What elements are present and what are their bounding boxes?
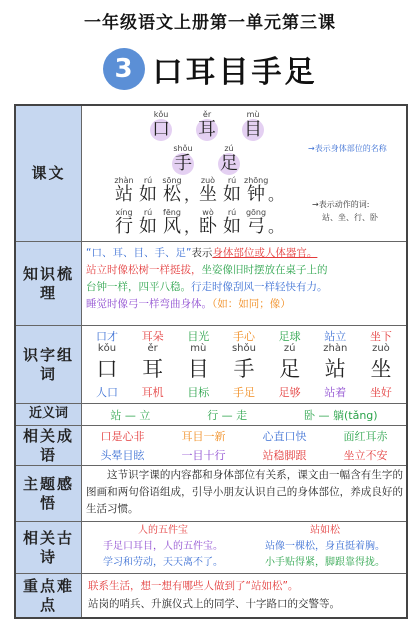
hanzi-cell bbox=[196, 176, 220, 205]
pinyin: zú bbox=[224, 144, 234, 153]
zhishi-content bbox=[82, 242, 406, 325]
poem-right bbox=[244, 523, 406, 571]
note-actions-list: 站、坐、行、卧 bbox=[322, 213, 378, 222]
label-zhongdian: 重点难点 bbox=[16, 574, 82, 617]
word-item: 站着 bbox=[324, 386, 347, 399]
shizi-char-cell bbox=[177, 342, 219, 382]
shizi-char-cell bbox=[360, 342, 402, 382]
chengyu-row-1 bbox=[82, 428, 406, 444]
synonym-pair: 站 — 立 bbox=[110, 408, 151, 422]
poem-left-line-1: 手足口耳目，人的五件宝。 bbox=[103, 541, 223, 552]
hanzi: 耳 bbox=[198, 119, 216, 140]
pinyin: rú bbox=[143, 176, 153, 185]
hanzi-cell bbox=[244, 176, 268, 205]
hanzi-cell bbox=[220, 208, 244, 237]
row-zhongdian bbox=[16, 574, 406, 617]
zhishi-sit-1: 坐姿像旧时摆放在桌子上的 bbox=[201, 264, 328, 276]
idiom: 一目十行 bbox=[181, 449, 226, 462]
kewen-line-1 bbox=[148, 110, 286, 141]
hanzi: 目 bbox=[187, 357, 209, 381]
punctuation: 。 bbox=[268, 217, 285, 236]
idiom: 站稳脚跟 bbox=[262, 449, 307, 462]
hanzi: 钟 bbox=[247, 184, 265, 205]
hanzi: 坐 bbox=[199, 184, 217, 205]
hanzi-cell bbox=[160, 208, 184, 237]
pinyin: mù bbox=[190, 343, 207, 354]
pinyin: shǒu bbox=[173, 144, 193, 153]
pinyin: kǒu bbox=[153, 110, 169, 119]
zhishi-stand: 站立时像松树一样挺拔， bbox=[86, 264, 202, 276]
pinyin: kǒu bbox=[97, 343, 117, 354]
idiom: 面红耳赤 bbox=[343, 430, 388, 443]
zhishi-ru-meaning: （如：如同；像） bbox=[212, 298, 291, 310]
hanzi-cell bbox=[136, 208, 160, 237]
lesson-table bbox=[14, 104, 408, 619]
poem-left-line-2: 学习和劳动，天天离不了。 bbox=[103, 557, 223, 568]
hanzi: 耳 bbox=[142, 357, 164, 381]
label-zhishi: 知识梳理 bbox=[16, 242, 82, 325]
hanzi: 目 bbox=[244, 119, 262, 140]
zhishi-walk: 行走时像刮风一样轻快有力。 bbox=[191, 281, 328, 293]
shizi-char-cell bbox=[269, 342, 311, 382]
idiom: 坐立不安 bbox=[343, 449, 388, 462]
pinyin: zhàn bbox=[323, 343, 348, 354]
poem-left-title: 人的五件宝 bbox=[138, 525, 188, 536]
shizi-char-cell bbox=[86, 342, 128, 382]
word-item: 足够 bbox=[278, 386, 301, 399]
hanzi: 足 bbox=[279, 357, 301, 381]
hanzi: 松 bbox=[163, 184, 181, 205]
hanzi: 口 bbox=[96, 357, 118, 381]
word-item: 手心 bbox=[232, 330, 255, 343]
shizi-char-cell bbox=[132, 342, 174, 382]
hanzi: 弓 bbox=[247, 216, 265, 237]
zhishi-sleep: 睡觉时像弓一样弯曲身体。 bbox=[86, 298, 212, 310]
hanzi-cell bbox=[136, 176, 160, 205]
label-zhuti: 主题感悟 bbox=[16, 466, 82, 521]
zhishi-means: 表示 bbox=[191, 247, 213, 259]
hanzi-cell bbox=[216, 144, 242, 175]
label-chengyu: 相关成语 bbox=[16, 426, 82, 465]
idiom: 心直口快 bbox=[262, 430, 307, 443]
hanzi: 手 bbox=[174, 153, 192, 174]
shizi-bottom-words bbox=[86, 384, 402, 400]
hanzi-cell bbox=[244, 208, 268, 237]
lesson-number-badge: 3 bbox=[103, 48, 145, 90]
idiom: 口是心非 bbox=[100, 430, 145, 443]
hanzi: 坐 bbox=[370, 357, 392, 381]
shizi-char-cell bbox=[314, 342, 356, 382]
synonym-pair: 行 — 走 bbox=[207, 408, 248, 422]
pinyin: fēng bbox=[163, 208, 181, 217]
page-title: 一年级语文上册第一单元第三课 bbox=[84, 13, 336, 33]
zhuti-text: 这节识字课的内容都和身体部位有关系，课文由一幅含有生字的图画和两句俗语组成，引导小朋友认识自己的身体部位，养成良好的生活习惯。 bbox=[86, 469, 403, 515]
row-shizi bbox=[16, 326, 406, 404]
poem-left bbox=[82, 523, 244, 571]
hanzi: 如 bbox=[139, 184, 157, 205]
kewen-content bbox=[82, 106, 406, 241]
hanzi: 如 bbox=[139, 216, 157, 237]
hanzi: 站 bbox=[115, 184, 133, 205]
punctuation: ， bbox=[184, 217, 201, 236]
row-kewen bbox=[16, 106, 406, 242]
row-gushi bbox=[16, 522, 406, 574]
hanzi: 行 bbox=[115, 216, 133, 237]
hanzi-cell bbox=[194, 110, 220, 141]
word-item: 耳朵 bbox=[141, 330, 164, 343]
note-actions-title: →表示动作的词: bbox=[312, 200, 370, 209]
pinyin: rú bbox=[143, 208, 153, 217]
chengyu-row-2 bbox=[82, 447, 406, 463]
hanzi: 如 bbox=[223, 184, 241, 205]
hanzi-cell bbox=[220, 176, 244, 205]
zhongdian-answer: 站岗的哨兵、升旗仪式上的同学、十字路口的交警等。 bbox=[88, 598, 340, 610]
note-body-parts: →表示身体部位的名称 bbox=[308, 144, 387, 153]
pinyin: zú bbox=[283, 343, 296, 354]
word-item: 坐下 bbox=[369, 330, 392, 343]
pinyin: shǒu bbox=[231, 343, 256, 354]
hanzi: 足 bbox=[220, 153, 238, 174]
hanzi: 卧 bbox=[199, 216, 217, 237]
label-jinyi: 近义词 bbox=[16, 404, 82, 425]
word-item: 人口 bbox=[96, 386, 118, 399]
shizi-content bbox=[82, 326, 406, 403]
zhongdian-question: 联系生活，想一想有哪些人做到了“站如松”。 bbox=[88, 580, 299, 592]
word-item: 目标 bbox=[187, 386, 210, 399]
kewen-line-4 bbox=[112, 208, 285, 237]
kewen-line-2 bbox=[170, 144, 262, 175]
lesson-title: 口耳目手足 bbox=[152, 55, 318, 90]
poem-right-line-2: 小手贴得紧，脚跟靠得拢。 bbox=[265, 557, 385, 568]
label-kewen: 课文 bbox=[16, 106, 82, 241]
pinyin: gōng bbox=[245, 208, 267, 217]
word-item: 站立 bbox=[324, 330, 347, 343]
zhishi-body-chars: “口、耳、目、手、足” bbox=[86, 247, 192, 259]
poem-right-title: 站如松 bbox=[310, 525, 340, 536]
hanzi-cell bbox=[160, 176, 184, 205]
pinyin: zuò bbox=[200, 176, 216, 185]
hanzi-cell bbox=[112, 208, 136, 237]
hanzi: 如 bbox=[223, 216, 241, 237]
hanzi: 站 bbox=[324, 357, 346, 381]
chengyu-content bbox=[82, 426, 406, 465]
pinyin: sōng bbox=[162, 176, 182, 185]
idiom: 头晕目眩 bbox=[100, 449, 145, 462]
pinyin: mù bbox=[246, 110, 260, 119]
pinyin: rú bbox=[227, 176, 237, 185]
label-gushi: 相关古诗 bbox=[16, 522, 82, 573]
hanzi-cell bbox=[240, 110, 266, 141]
pinyin: xíng bbox=[115, 208, 133, 217]
word-item: 手足 bbox=[232, 386, 255, 399]
lesson-header bbox=[0, 44, 420, 94]
hanzi: 口 bbox=[152, 119, 170, 140]
shizi-char-cell bbox=[223, 342, 265, 382]
kewen-line-3 bbox=[112, 176, 285, 205]
punctuation: ， bbox=[184, 185, 201, 204]
hanzi-cell bbox=[112, 176, 136, 205]
pinyin: wò bbox=[202, 208, 214, 217]
zhishi-sit-2: 台钟一样，四平八稳。 bbox=[86, 281, 191, 293]
pinyin: zuò bbox=[372, 343, 390, 354]
pinyin: rú bbox=[227, 208, 237, 217]
punctuation: 。 bbox=[268, 185, 285, 204]
zhongdian-content bbox=[82, 574, 406, 617]
hanzi-cell bbox=[196, 208, 220, 237]
row-zhishi bbox=[16, 242, 406, 326]
poem-right-line-1: 站像一棵松，身直挺着胸。 bbox=[265, 541, 385, 552]
jinyi-pairs bbox=[82, 404, 406, 425]
hanzi-cell bbox=[148, 110, 174, 141]
row-chengyu bbox=[16, 426, 406, 466]
idiom: 耳目一新 bbox=[181, 430, 226, 443]
pinyin: zhōng bbox=[244, 176, 269, 185]
hanzi-cell bbox=[170, 144, 196, 175]
word-item: 坐好 bbox=[369, 386, 392, 399]
synonym-pair: 卧 — 躺(tǎng) bbox=[303, 408, 378, 422]
hanzi: 手 bbox=[233, 357, 255, 381]
row-jinyi bbox=[16, 404, 406, 426]
word-item: 足球 bbox=[278, 330, 301, 343]
pinyin: ěr bbox=[147, 343, 158, 354]
pinyin: zhàn bbox=[114, 176, 134, 185]
word-item: 耳机 bbox=[141, 386, 164, 399]
row-zhuti bbox=[16, 466, 406, 522]
shizi-chars bbox=[86, 342, 402, 382]
zhishi-body-desc: 身体部位或人体器官。 bbox=[212, 247, 318, 259]
pinyin: ěr bbox=[202, 110, 212, 119]
word-item: 口才 bbox=[96, 330, 118, 343]
label-shizi: 识字组词 bbox=[16, 326, 82, 403]
hanzi: 风 bbox=[163, 216, 181, 237]
gushi-content bbox=[82, 522, 406, 573]
word-item: 目光 bbox=[187, 330, 210, 343]
